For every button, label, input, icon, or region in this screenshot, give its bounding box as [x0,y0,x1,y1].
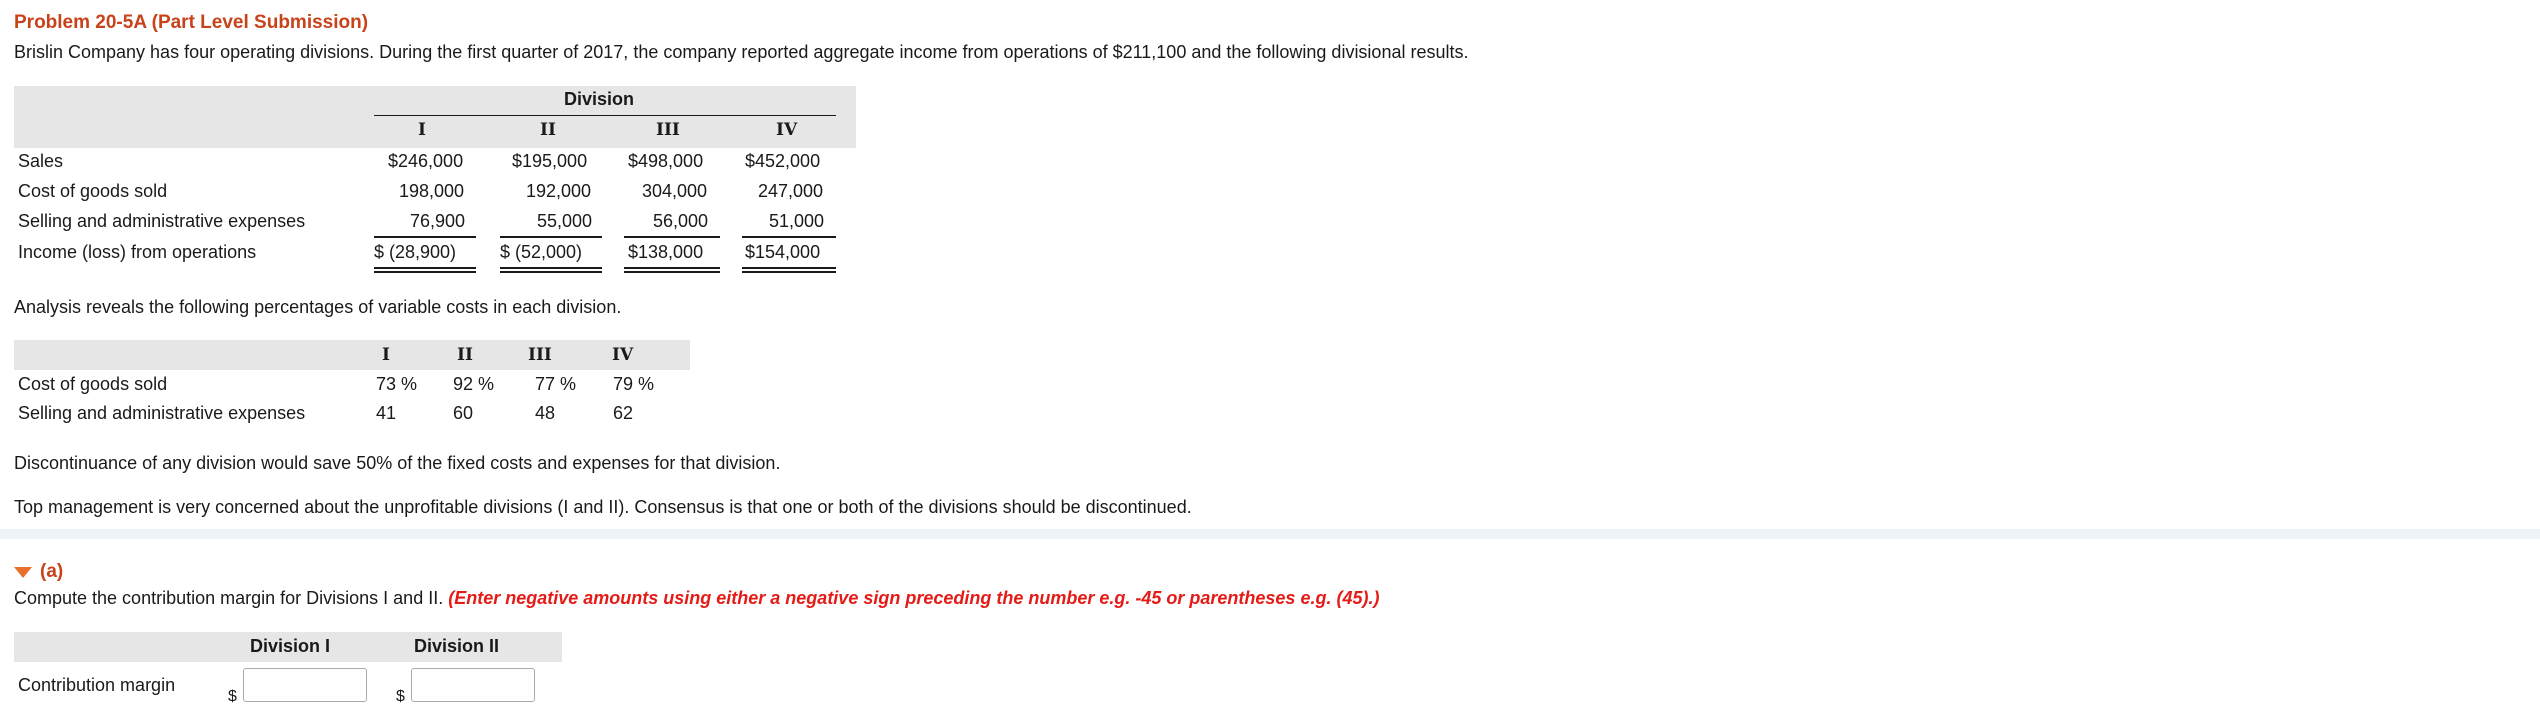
problem-title: Problem 20-5A (Part Level Submission) [14,12,369,33]
header-underline [374,115,836,116]
column-header-iv: IV [776,120,798,140]
cogs-iv: 247,000 [758,181,824,201]
t2-sa-i: 41 [376,403,397,423]
subtotal-line-iv [742,236,836,238]
intro-text: Brislin Company has four operating divisions. During the first quarter of 2017, the company reported aggregate income from operations of $211,100 and the following divisional results. [14,42,1469,62]
division-group-header: Division [564,89,635,109]
t2-sa-iv: 62 [613,403,634,423]
cogs-ii: 192,000 [526,181,592,201]
column-header-division-i: Division I [250,636,331,656]
t2-column-header-iii: III [528,345,552,365]
t2-row-label-cogs: Cost of goods sold [18,374,168,394]
total-line-iv-bottom [742,271,836,273]
t2-sa-iii: 48 [535,403,556,423]
total-line-i-top [374,267,476,269]
income-i: $ (28,900) [374,242,457,262]
t2-column-header-iv: IV [612,345,634,365]
row-label-sa: Selling and administrative expenses [18,211,306,231]
cogs-iii: 304,000 [642,181,708,201]
part-a-instruction: Compute the contribution margin for Divisions I and II. [14,588,444,608]
sales-iii: $498,000 [628,151,704,171]
subtotal-line-ii [500,236,602,238]
caret-down-icon [14,567,32,578]
total-line-ii-bottom [500,271,602,273]
row-label-income: Income (loss) from operations [18,242,257,262]
row-label-cogs: Cost of goods sold [18,181,168,201]
management-text: Top management is very concerned about the unprofitable divisions (I and II). Consensus is that one or both of the divisions should be discontinued. [14,497,1192,517]
column-header-division-ii: Division II [414,636,500,656]
column-header-iii: III [656,120,680,140]
analysis-text: Analysis reveals the following percentages of variable costs in each division. [14,297,622,317]
part-a-question [14,588,1379,609]
t2-column-header-i: I [382,345,390,365]
t2-row-label-sa: Selling and administrative expenses [18,403,306,423]
table2-header-bg [14,340,690,370]
part-a-note: (Enter negative amounts using either a negative sign preceding the number e.g. -45 or parentheses e.g. (45).) [448,588,1380,608]
t2-sa-ii: 60 [453,403,474,423]
income-ii: $ (52,000) [500,242,583,262]
total-line-iv-top [742,267,836,269]
division-i-contribution-margin-input[interactable] [243,668,367,702]
t2-cogs-iii: 77 % [535,374,577,394]
income-iv: $154,000 [745,242,821,262]
total-line-iii-top [624,267,720,269]
t2-cogs-ii: 92 % [453,374,495,394]
total-line-i-bottom [374,271,476,273]
total-line-iii-bottom [624,271,720,273]
sales-ii: $195,000 [512,151,588,171]
row-label-sales: Sales [18,151,64,171]
t2-column-header-ii: II [457,345,473,365]
table-header-bg [14,86,856,148]
sa-iv: 51,000 [769,211,825,231]
sa-iii: 56,000 [653,211,709,231]
t2-cogs-iv: 79 % [613,374,655,394]
part-a-label: (a) [40,561,64,582]
division-ii-contribution-margin-input[interactable] [411,668,535,702]
column-header-ii: II [540,120,556,140]
total-line-ii-top [500,267,602,269]
discontinuance-text: Discontinuance of any division would save 50% of the fixed costs and expenses for that division. [14,453,781,473]
sa-ii: 55,000 [537,211,593,231]
subtotal-line-iii [624,236,720,238]
column-header-i: I [418,120,426,140]
section-separator [0,529,2540,539]
t2-cogs-i: 73 % [376,374,418,394]
row-label-contribution-margin: Contribution margin [18,675,176,695]
sa-i: 76,900 [410,211,466,231]
income-iii: $138,000 [628,242,704,262]
cogs-i: 198,000 [399,181,465,201]
currency-symbol-ii: $ [396,688,405,705]
sales-i: $246,000 [388,151,464,171]
subtotal-line-i [374,236,476,238]
part-a-toggle[interactable] [14,561,63,583]
currency-symbol-i: $ [228,688,237,705]
sales-iv: $452,000 [745,151,821,171]
